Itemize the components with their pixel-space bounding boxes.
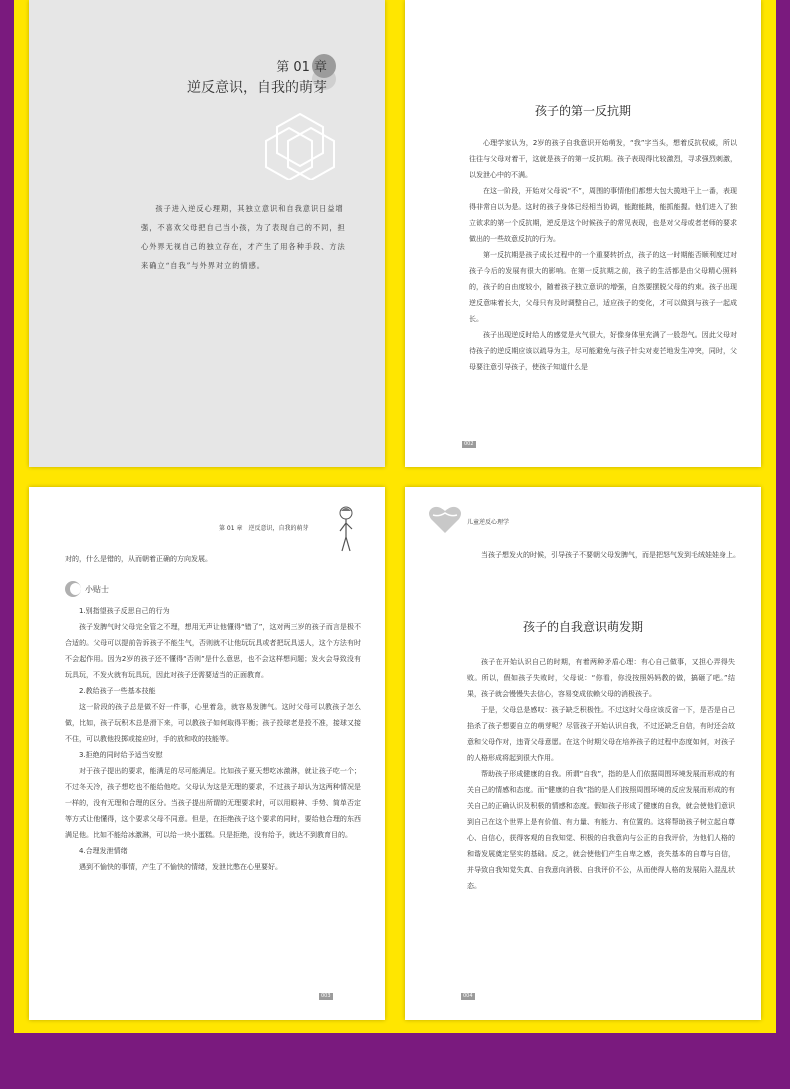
paragraph: 第一反抗期是孩子成长过程中的一个重要转折点，孩子的这一时期能否顺利度过对孩子今后的发展有很大的影响。在第一反抗期之前，孩子的生活都是由父母精心照料的，孩子的自由度较小，随着孩子独立意识的增强，自然要摆脱父母的约束。孩子出现逆反意味着长大，父母只有及时调整自己，适应孩子的变化，才可以做到与孩子一起成长。	[469, 251, 737, 323]
page-number: 004	[463, 993, 473, 999]
page-body	[65, 551, 361, 875]
heart-icon	[427, 505, 463, 535]
paragraph: 孩子出现逆反时给人的感觉是火气很大，好像身体里充满了一股怨气。因此父母对待孩子的逆反期应该以疏导为主，尽可能避免与孩子针尖对麦芒地发生冲突，同时，父母要注意引导孩子，使孩子知道什么是	[469, 331, 737, 371]
section-heading: 孩子的第一反抗期	[534, 104, 631, 118]
page-body-top	[467, 547, 757, 563]
tip-item-heading: 2.教给孩子一些基本技能	[79, 687, 156, 695]
running-head: 儿童逆反心理学	[467, 519, 510, 526]
tip-item-heading: 4.合理发泄情绪	[79, 847, 128, 855]
paragraph: 帮助孩子形成健康的自我。所谓“自我”，指的是人们依据周围环境发展而形成的有关自己的情感和态度。而“健康的自我”指的是人们按照周围环境的反应发展而形成的有关自己的正确认识及积极的情感和态度。假如孩子形成了健康的自我，就会使他们意识到自己在这个世界上是有价值、有力量、有能力、有位置的。这将帮助孩子树立起自尊心、自信心，获得客观的自我知觉、积极的自我意向与公正的自我评价，为他们人格的和谐发展奠定坚实的基础。反之，就会使他们产生自卑之感，丧失基本的自尊与自信，并导致自我知觉失真、自我意向消极、自我评价不公，从而使得人格的发展陷入混乱状态。	[467, 770, 735, 890]
page-body	[469, 135, 737, 375]
tip-item-text: 遇到不愉快的事情，产生了不愉快的情绪，发泄比憋在心里要好。	[79, 863, 282, 871]
child-figure-icon	[337, 505, 355, 553]
chapter-title: 逆反意识，自我的萌芽	[187, 80, 327, 96]
hexagon-decoration-icon	[265, 110, 335, 180]
paragraph: 于是，父母总是感叹：孩子缺乏积极性。不过这时父母应该反省一下，是否是自己掐杀了孩子想要自立的萌芽呢？尽管孩子开始认识自我，不过还缺乏自信，有时还会故意和父母作对，违背父母意愿。在这个时期父母在培养孩子的过程中态度如何，对孩子的人格形成将起到很大作用。	[467, 706, 735, 762]
paragraph: 心理学家认为，2岁的孩子自我意识开始萌发，“我”字当头，想着反抗权威，所以往往与父母对着干，这就是孩子的第一反抗期。孩子表现得比较激烈，寻求强烈刺激，以发泄心中的不满。	[469, 139, 737, 179]
chapter-intro: 孩子进入逆反心理期，其独立意识和自我意识日益增强，不喜欢父母把自己当小孩，为了表现自己的不同，担心外界无视自己的独立存在，才产生了用各种手段、方法来确立“自我”与外界对立的情感。	[141, 204, 346, 270]
continuation-text: 对的，什么是错的，从而朝着正确的方向发展。	[65, 555, 212, 563]
paragraph: 在这一阶段，开始对父母说“不”，周围的事情他们都想大包大揽地干上一番，表现得非常自以为是。这时的孩子身体已经相当协调，能跑能跳，能抓能握。他们进入了独立欲求的第一个反抗期，逆反是这个时候孩子的常见表现，也是对父母或者老师的要求做出的一些故意反抗的行为。	[469, 187, 737, 243]
chapter-number: 第 01 章	[276, 60, 327, 75]
running-head: 第 01 章 逆反意识，自我的萌芽	[219, 525, 309, 532]
page-003	[29, 487, 385, 1020]
moon-icon	[65, 581, 81, 597]
continuation-text: 当孩子想发火的时候，引导孩子不要朝父母发脾气，而是把怒气发到毛绒娃娃身上。	[481, 551, 740, 559]
tip-header	[65, 581, 361, 597]
page-004	[405, 487, 761, 1020]
page-body	[467, 654, 735, 894]
paragraph: 孩子在开始认识自己的时期，有着两种矛盾心理：有心自己做事，又担心弄得失败。所以，假如孩子失败时，父母说：“你看，你没按照妈妈教的做，搞砸了吧。”结果，孩子就会慢慢失去信心，容易变成依赖父母的消极孩子。	[467, 658, 735, 698]
chapter-opener-page	[29, 0, 385, 467]
tip-item-heading: 3.拒绝的同时给予适当安慰	[79, 751, 163, 759]
tip-item-text: 对于孩子提出的要求，能满足的尽可能满足。比如孩子夏天想吃冰激淋，就让孩子吃一个；不过冬天冷，孩子想吃也不能给他吃。父母认为这是无理的要求，不过孩子却认为这两种情况是一样的，没有无理和合理的区分。当孩子提出所谓的无理要求时，可以用眼神、手势、简单否定等方式让他懂得，这个要求父母不同意。但是，在拒绝孩子这个要求的同时，要给他合理的东西满足他。比如不能给冰激淋，可以给一块小蛋糕。只是拒绝，没有给予，就达不到教育目的。	[65, 767, 361, 839]
tip-item-text: 孩子发脾气时父母完全管之不理，想用无声让他懂得“错了”，这对两三岁的孩子而言是极不合适的。父母可以提前告诉孩子不能生气，否则就不让他玩玩具或者把玩具送人，这个方法有时不会起作用。因为2岁的孩子还不懂得“否则”是什么意思，也不会这样想问题；发火会导致没有玩具玩，不发火就有玩具玩，因此对孩子还需要适当的正面教育。	[65, 623, 361, 679]
page-number: 003	[321, 993, 331, 999]
page-002	[405, 0, 761, 467]
page-number: 002	[464, 441, 474, 447]
tip-item-heading: 1.别指望孩子反思自己的行为	[79, 607, 170, 615]
section-heading: 孩子的自我意识萌发期	[522, 620, 643, 634]
tip-item-text: 这一阶段的孩子总是做不好一件事，心里着急，就容易发脾气。这时父母可以教孩子怎么做，比如，孩子玩积木总是滑下来，可以教孩子如何取得平衡；孩子投球老是投不准，接球又接不住，可以教他投掷或接应时，手的放和收的技能等。	[65, 703, 361, 743]
tip-label: 小贴士	[85, 584, 109, 594]
